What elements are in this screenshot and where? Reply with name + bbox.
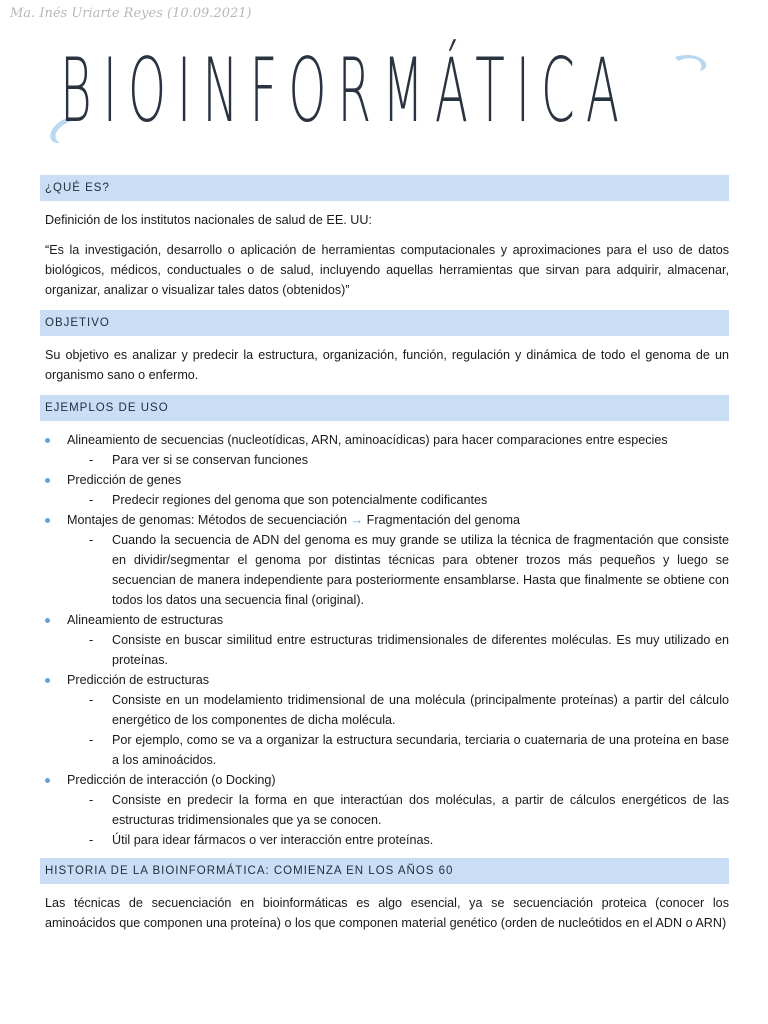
list-item-text: Predicción de estructuras — [67, 673, 210, 687]
sub-list — [67, 690, 729, 770]
list-item-text: Montajes de genomas: Métodos de secuenciación — [67, 513, 348, 527]
list-item — [40, 470, 729, 510]
title-banner — [0, 39, 768, 155]
author-date: Ma. Inés Uriarte Reyes (10.09.2021) — [10, 6, 252, 21]
document-body — [40, 175, 729, 943]
usage-examples-list — [40, 430, 729, 850]
definition-intro: Definición de los institutos nacionales de salud de EE. UU: — [45, 213, 372, 227]
list-item — [40, 610, 729, 670]
list-item-text: Predicción de genes — [67, 473, 182, 487]
sub-list — [67, 530, 729, 610]
definition-quote: “Es la investigación, desarrollo o aplicación de herramientas computacionales y aproximaciones para el uso de datos biológicos, médicos, conductuales o de salud, incluyendo aquellas herramientas que sirvan para adquirir, almacenar, organizar, analizar o visualizar tales datos (obtenidos)” — [45, 243, 729, 297]
section-heading-objetivo: OBJETIVO — [40, 310, 729, 336]
list-item-text: Alineamiento de estructuras — [67, 613, 224, 627]
page-title: BIOINFORMÁTICA — [60, 39, 630, 142]
sub-list-item: - Consiste en predecir la forma en que interactúan dos moléculas, a partir de cálculos energéticos de las estructuras tridimensionales que ya se conocen. — [67, 790, 729, 830]
list-item — [40, 510, 729, 610]
arrow-right-icon: → — [350, 513, 364, 527]
list-item-text: Predicción de interacción (o Docking) — [67, 773, 276, 787]
list-item — [40, 430, 729, 470]
sub-list — [67, 790, 729, 850]
sub-list — [67, 630, 729, 670]
right-swash — [675, 55, 706, 71]
list-item — [40, 670, 729, 770]
list-item-text: Fragmentación del genoma — [366, 513, 520, 527]
list-item-text: Alineamiento de secuencias (nucleotídicas, ARN, aminoacídicas) para hacer comparaciones entre especies — [67, 433, 668, 447]
section-heading-historia: HISTORIA DE LA BIOINFORMÁTICA: COMIENZA EN LOS AÑOS 60 — [40, 858, 729, 884]
section-heading-ejemplos: EJEMPLOS DE USO — [40, 395, 729, 421]
sub-list-item: - Consiste en un modelamiento tridimensional de una molécula (principalmente proteínas) a partir del cálculo energético de los componentes de dicha molécula. — [67, 690, 729, 730]
sub-list — [67, 450, 729, 470]
sub-list-item: - Predecir regiones del genoma que son potencialmente codificantes — [67, 490, 729, 510]
section-heading-que-es: ¿QUÉ ES? — [40, 175, 729, 201]
sub-list-item: - Cuando la secuencia de ADN del genoma es muy grande se utiliza la técnica de fragmentación que consiste en dividir/segmentar el genoma por distintas técnicas para obtener trozos más pequeños y luego se secuencian de manera independiente para posteriormente ensamblarse. Hasta que finalmente se obtiene con todos los datos una secuencia final (original). — [67, 530, 729, 610]
sub-list — [67, 490, 729, 510]
history-paragraph: Las técnicas de secuenciación en bioinformáticas es algo esencial, ya se secuenciación proteica (conocer los aminoácidos que componen una proteína) o los que componen material genético (orden de nucleótidos en el ADN o ARN) — [45, 896, 729, 930]
sub-list-item: - Para ver si se conservan funciones — [67, 450, 729, 470]
sub-list-item: - Por ejemplo, como se va a organizar la estructura secundaria, terciaria o cuaternaria de una proteína en base a los aminoácidos. — [67, 730, 729, 770]
sub-list-item: - Consiste en buscar similitud entre estructuras tridimensionales de diferentes moléculas. Es muy utilizado en proteínas. — [67, 630, 729, 670]
sub-list-item: - Útil para idear fármacos o ver interacción entre proteínas. — [67, 830, 729, 850]
list-item — [40, 770, 729, 850]
objective-paragraph: Su objetivo es analizar y predecir la estructura, organización, función, regulación y dinámica de todo el genoma de un organismo sano o enfermo. — [45, 348, 729, 382]
